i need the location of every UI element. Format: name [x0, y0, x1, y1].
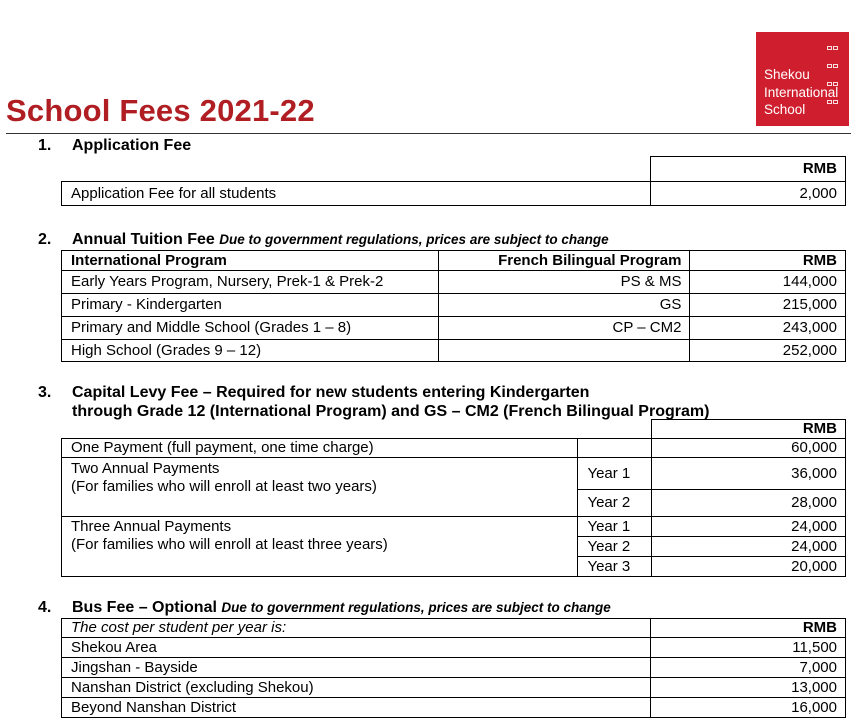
section2-heading: 2. Annual Tuition Fee Due to government regulations, prices are subject to change — [38, 231, 609, 248]
table-row: High School (Grades 9 – 12) 252,000 — [62, 340, 846, 362]
table-row: Two Annual Payments (For families who will enroll at least two years) Year 1 36,000 — [62, 458, 846, 490]
section3-heading: 3. Capital Levy Fee – Required for new students entering Kindergarten through Grade 12 (International Program) and GS – CM2 (French Bilingual Program) — [38, 384, 710, 420]
three-payments-label: Three Annual Payments (For families who will enroll at least three years) — [62, 517, 578, 577]
title-divider — [6, 133, 851, 134]
table-row: One Payment (full payment, one time charge) 60,000 — [62, 439, 846, 458]
school-logo — [756, 32, 849, 126]
fee-amount: 2,000 — [651, 182, 846, 206]
currency-header: RMB — [651, 157, 846, 182]
table-row: Three Annual Payments (For families who will enroll at least three years) Year 1 24,000 — [62, 517, 846, 537]
logo-text: Shekou International School — [764, 67, 839, 117]
table-header-row — [62, 251, 846, 271]
one-payment-label: One Payment (full payment, one time charge) — [62, 439, 578, 458]
table-row: Year 3 20,000 — [62, 557, 846, 577]
currency-header: RMB — [652, 420, 846, 439]
currency-header: RMB — [690, 251, 846, 271]
tuition-fee-table — [61, 250, 846, 362]
international-header: International Program — [62, 251, 439, 271]
price-change-note: Due to government regulations, prices are subject to change — [221, 600, 611, 615]
table-row: Early Years Program, Nursery, Prek-1 & Prek-2 PS & MS 144,000 — [62, 271, 846, 294]
table-row: Primary and Middle School (Grades 1 – 8) CP – CM2 243,000 — [62, 317, 846, 340]
section1-heading: 1. Application Fee — [38, 137, 192, 154]
table-header-row — [62, 157, 846, 182]
table-row: Year 2 28,000 — [62, 490, 846, 517]
table-row: Beyond Nanshan District 16,000 — [62, 698, 846, 718]
bus-intro: The cost per student per year is: — [62, 619, 651, 638]
bus-fee-table — [61, 618, 846, 718]
two-payments-label: Two Annual Payments (For families who will enroll at least two years) — [62, 458, 578, 517]
capital-levy-table — [61, 419, 846, 577]
page-title: School Fees 2021-22 — [6, 93, 315, 128]
french-header: French Bilingual Program — [438, 251, 690, 271]
section4-heading: 4. Bus Fee – Optional Due to government regulations, prices are subject to change — [38, 599, 611, 616]
application-fee-table — [61, 156, 846, 206]
table-row: Primary - Kindergarten GS 215,000 — [62, 294, 846, 317]
table-row: Shekou Area 11,500 — [62, 638, 846, 658]
table-row: Nanshan District (excluding Shekou) 13,000 — [62, 678, 846, 698]
currency-header: RMB — [651, 619, 846, 638]
table-header-row — [62, 619, 846, 638]
table-row — [62, 182, 846, 206]
fee-label: Application Fee for all students — [62, 182, 651, 206]
table-header-row — [62, 420, 846, 439]
price-change-note: Due to government regulations, prices are subject to change — [219, 232, 609, 247]
table-row: Jingshan - Bayside 7,000 — [62, 658, 846, 678]
table-row: Year 2 24,000 — [62, 537, 846, 557]
